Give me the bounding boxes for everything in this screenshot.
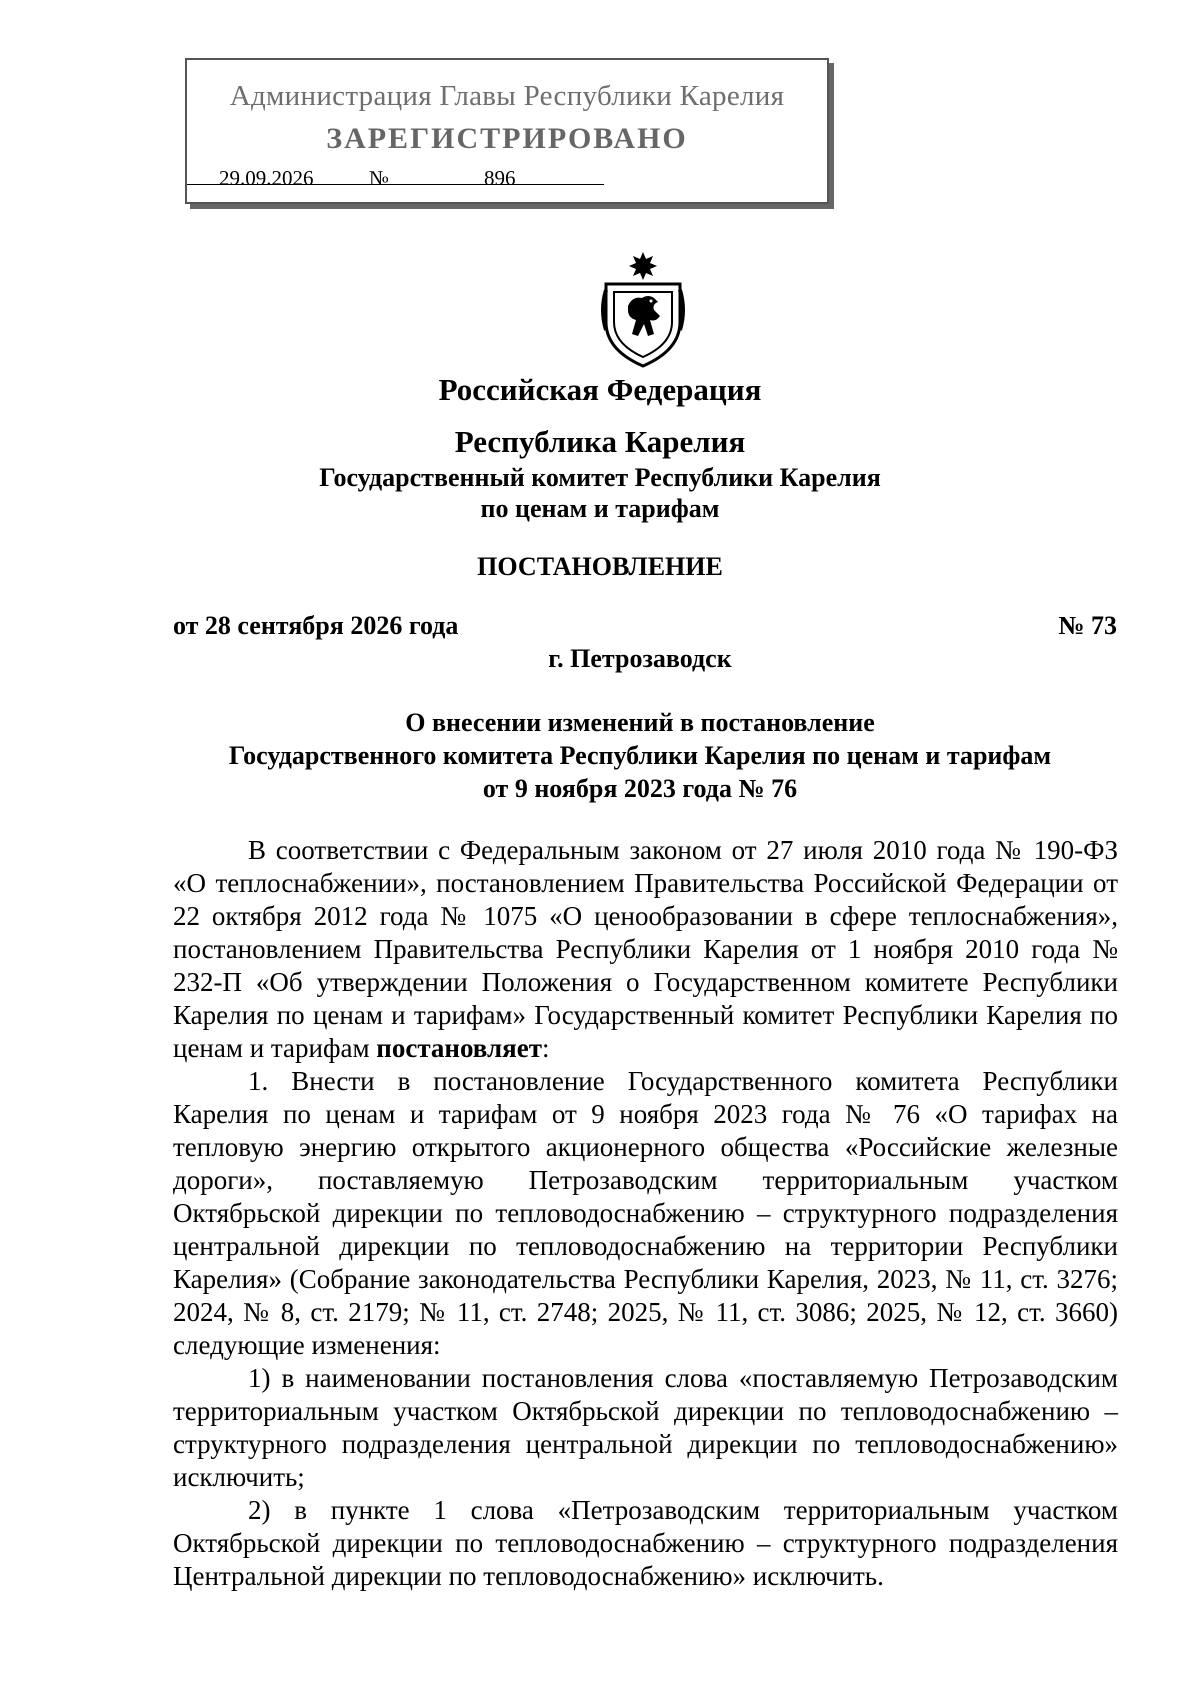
decree-number: № 73 xyxy=(1058,611,1117,640)
stamp-number: 896 xyxy=(484,166,516,190)
stamp-date: 29.09.2026 xyxy=(219,166,314,190)
registration-stamp xyxy=(185,58,829,204)
karelia-coat-of-arms-icon xyxy=(598,250,688,368)
item-1-2: 2) в пункте 1 слова «Петрозаводским территориальным участком Октябрьской дирекции по тепловодоснабжению – структурного подразделения Центральной дирекции по тепловодоснабжению» исключить. xyxy=(173,1495,1118,1591)
city: г. Петрозаводск xyxy=(548,644,732,673)
document-type: ПОСТАНОВЛЕНИЕ xyxy=(477,552,723,581)
committee-heading-line1: Государственный комитет Республики Карелия xyxy=(319,463,881,492)
item-1: 1. Внести в постановление Государственного комитета Республики Карелия по ценам и тарифам от 9 ноября 2023 года № 76 «О тарифах на тепловую энергию открытого акционерного общества «Российские железные дороги», поставляемую Петрозаводским территориальным участком Октябрьской дирекции по тепловодоснабжению – структурного подразделения центральной дирекции по тепловодоснабжению на территории Республики Карелия» (Собрание законодательства Республики Карелия, 2023, № 11, ст. 3276; 2024, № 8, ст. 2179; № 11, ст. 2748; 2025, № 11, ст. 3086; 2025, № 12, ст. 3660) следующие изменения: xyxy=(173,1066,1118,1360)
decree-date: от 28 сентября 2026 года xyxy=(173,611,459,640)
subject-line2: Государственного комитета Республики Карелия по ценам и тарифам xyxy=(228,741,1052,770)
preamble-colon: : xyxy=(542,1033,550,1063)
preamble-paragraph xyxy=(173,834,1118,1065)
stamp-organization: Администрация Главы Республики Карелия xyxy=(229,80,785,112)
country-heading: Российская Федерация xyxy=(438,372,762,407)
republic-heading: Республика Карелия xyxy=(454,424,746,459)
preamble-resolves: постановляет xyxy=(376,1033,543,1063)
subject-line3: от 9 ноября 2023 года № 76 xyxy=(482,774,798,803)
subject-line1: О внесении изменений в постановление xyxy=(405,708,875,737)
committee-heading-line2: по ценам и тарифам xyxy=(480,494,720,523)
document-body xyxy=(173,834,1118,1593)
item-1-1: 1) в наименовании постановления слова «поставляемую Петрозаводским территориальным участком Октябрьской дирекции по тепловодоснабжению – структурного подразделения центральной дирекции по тепловодоснабжению» исключить; xyxy=(173,1363,1118,1492)
stamp-number-sign: № xyxy=(369,166,390,190)
preamble-text: В соответствии с Федеральным законом от 27 июля 2010 года № 190-ФЗ «О теплоснабжении», постановлением Правительства Российской Федерации от 22 октября 2012 года № 1075 «О ценообразовании в сфере теплоснабжения», постановлением Правительства Республики Карелия от 1 ноября 2010 года № 232-П «Об утверждении Положения о Государственном комитете Республики Карелия по ценам и тарифам» Государственный комитет Республики Карелия по ценам и тарифам xyxy=(173,835,1118,1063)
stamp-status: ЗАРЕГИСТРИРОВАНО xyxy=(326,122,688,155)
